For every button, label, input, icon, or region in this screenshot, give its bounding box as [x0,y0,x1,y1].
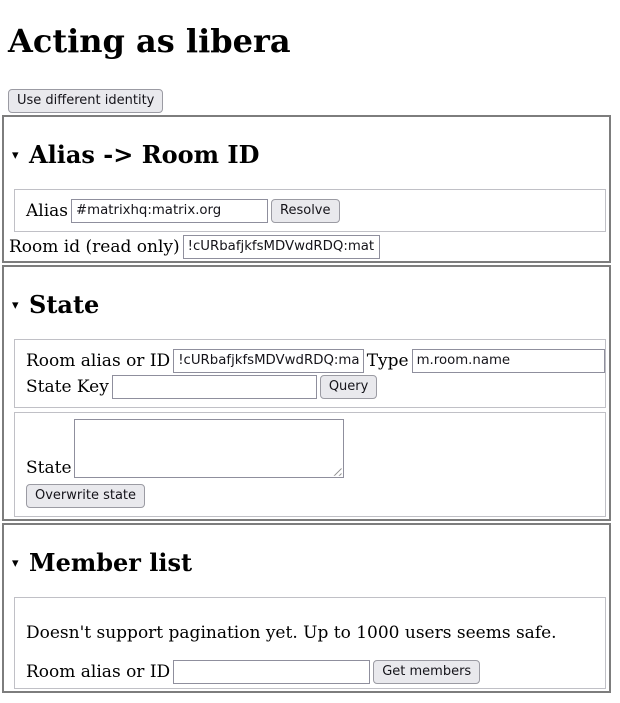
state-type-input[interactable] [412,349,605,373]
get-members-button[interactable]: Get members [373,660,480,684]
pagination-note: Doesn't support pagination yet. Up to 1000 users seems safe. [26,622,557,643]
state-section [2,265,611,521]
member-room-input[interactable] [173,660,370,684]
room-id-label: Room id (read only) [9,236,180,257]
member-room-label: Room alias or ID [26,661,171,682]
member-list-heading: Member list [29,547,193,577]
alias-fieldset [14,189,606,232]
alias-room-id-heading: Alias -> Room ID [29,140,260,170]
state-query-fieldset [14,339,606,408]
state-key-input[interactable] [112,375,317,399]
disclosure-triangle-icon: ▾ [12,148,19,164]
member-list-section [2,523,611,693]
use-different-identity-button[interactable]: Use different identity [8,89,163,113]
query-button[interactable]: Query [320,375,378,399]
state-key-label: State Key [26,376,109,397]
resolve-button[interactable]: Resolve [271,199,339,223]
alias-room-id-section [2,115,611,263]
state-type-label: Type [366,350,409,371]
disclosure-triangle-icon: ▾ [12,297,19,313]
alias-input[interactable] [71,199,268,223]
alias-label: Alias [26,200,69,221]
state-room-label: Room alias or ID [26,350,171,371]
room-id-readonly-input[interactable] [183,235,380,259]
overwrite-state-button[interactable]: Overwrite state [26,484,145,508]
state-room-input[interactable] [173,349,364,373]
alias-room-id-summary[interactable] [12,141,609,170]
state-edit-fieldset [14,412,606,517]
disclosure-triangle-icon: ▾ [12,555,19,571]
state-summary[interactable] [12,291,609,320]
state-textarea-label: State [26,457,72,478]
page-title: Acting as libera [8,22,291,60]
state-textarea[interactable] [74,419,344,478]
member-list-summary[interactable] [12,549,609,578]
state-heading: State [29,289,100,319]
member-list-fieldset [14,597,606,689]
